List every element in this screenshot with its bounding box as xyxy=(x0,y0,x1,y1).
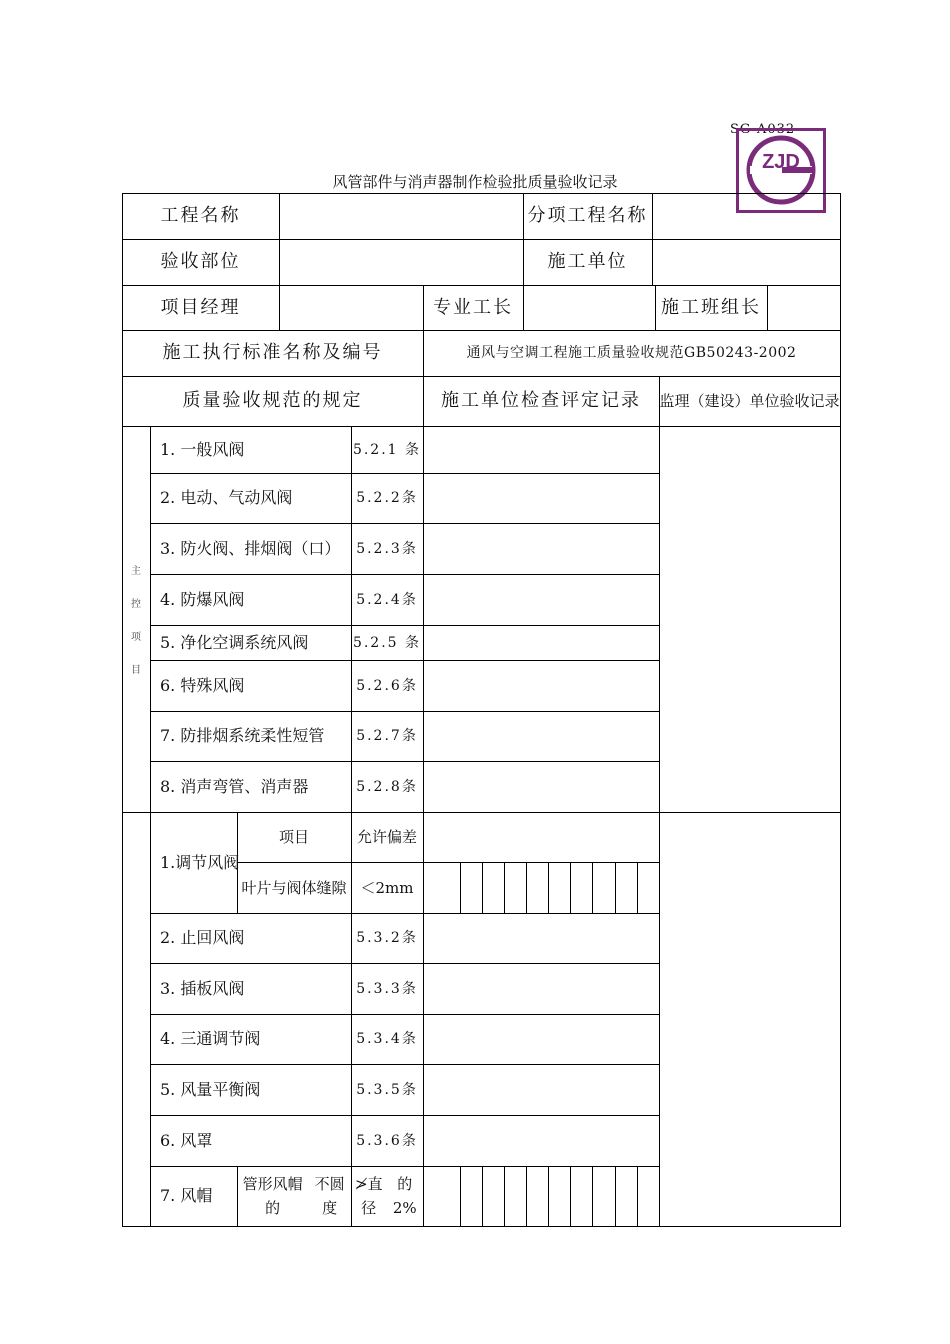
table-rule xyxy=(840,193,841,1227)
main-control-item: 7. 防排烟系统柔性短管 xyxy=(160,726,325,745)
general-item-7-sub: 管形风帽的 不圆度 xyxy=(242,1175,345,1217)
table-rule xyxy=(615,862,616,914)
general-item: 4. 三通调节阀 xyxy=(160,1029,261,1048)
main-control-clause: 5.2.4 条 xyxy=(356,591,418,608)
table-rule xyxy=(523,285,524,331)
general-item-clause: 5.3.5 条 xyxy=(356,1081,418,1098)
inspection-part-label: 验收部位 xyxy=(160,251,241,272)
spec-label: 质量验收规范的规定 xyxy=(182,390,363,411)
general-item-clause: 5.3.3 条 xyxy=(356,980,418,997)
general-item-clause: 5.3.2 条 xyxy=(356,930,418,946)
general-item-col-label: 项目 xyxy=(278,828,309,846)
table-rule xyxy=(592,862,593,914)
unit-check-label: 施工单位检查评定记录 xyxy=(441,390,641,411)
main-control-item: 5. 净化空调系统风阀 xyxy=(160,632,309,652)
table-rule xyxy=(460,1166,461,1227)
table-rule xyxy=(592,1166,593,1227)
table-rule xyxy=(460,862,461,914)
general-item-clause: 5.3.6 条 xyxy=(356,1132,418,1149)
table-rule xyxy=(526,862,527,914)
page-title: 风管部件与消声器制作检验批质量验收记录 xyxy=(332,173,618,191)
general-item-7-tolerance: ≯直径 的 2% xyxy=(355,1175,417,1217)
table-rule xyxy=(482,1166,483,1227)
table-rule xyxy=(482,862,483,914)
main-control-clause: 5.2.3 条 xyxy=(356,540,418,557)
general-item-1-tolerance: ＜2mm xyxy=(360,878,414,897)
main-control-item: 3. 防火阀、排烟阀（口） xyxy=(160,538,341,558)
general-item: 6. 风罩 xyxy=(160,1130,213,1150)
table-rule xyxy=(526,1166,527,1227)
general-item-1-name: 1.调节风 阀 xyxy=(160,852,240,872)
table-rule xyxy=(615,1166,616,1227)
table-rule xyxy=(504,1166,505,1227)
main-control-clause: 5.2.5 条 xyxy=(352,634,422,651)
main-control-clause: 5.2.1 条 xyxy=(352,441,422,458)
table-rule xyxy=(652,193,653,286)
table-rule xyxy=(637,1166,638,1227)
main-control-side-label: 主 xyxy=(131,566,141,577)
general-item: 2. 止回风阀 xyxy=(160,928,245,947)
general-tolerance-label: 允许 偏差 xyxy=(356,828,418,846)
team-leader-label: 施工班组长 xyxy=(661,296,761,318)
table-rule xyxy=(767,285,768,331)
document-code: SG-A032 xyxy=(730,122,796,137)
table-rule xyxy=(659,426,660,1227)
general-item: 3. 插板风阀 xyxy=(160,978,245,998)
project-name-label: 工程名称 xyxy=(160,205,241,226)
table-rule xyxy=(548,862,549,914)
construction-unit-label: 施工单位 xyxy=(547,251,628,272)
main-control-item: 8. 消声弯管、消声器 xyxy=(160,776,309,796)
supervisor-label: 监理（建设）单位验收记 录 xyxy=(659,392,840,410)
table-rule xyxy=(423,812,424,1227)
general-item-1-sub: 叶片与阀体 缝隙 xyxy=(241,878,347,897)
main-control-clause: 5.2.6 条 xyxy=(356,677,418,694)
main-control-item: 2. 电动、气动风阀 xyxy=(160,488,293,507)
general-item-7-name: 7. 风帽 xyxy=(160,1186,213,1205)
main-control-side-label: 控 xyxy=(131,599,141,610)
table-rule xyxy=(570,862,571,914)
table-rule xyxy=(570,1166,571,1227)
main-control-clause: 5.2.8 条 xyxy=(356,778,418,795)
table-rule xyxy=(637,862,638,914)
general-item: 5. 风量平衡阀 xyxy=(160,1079,261,1099)
sub-project-label: 分项工程名称 xyxy=(527,205,648,226)
main-control-clause: 5.2.2 条 xyxy=(356,490,418,506)
foreman-label: 专业工长 xyxy=(433,296,513,318)
table-rule xyxy=(423,426,424,813)
general-item-clause: 5.3.4 条 xyxy=(356,1031,418,1047)
standard-value: 通风与空调工程施工质量验收规范GB50243-2002 xyxy=(466,345,797,361)
table-rule xyxy=(279,193,280,331)
main-control-item: 6. 特殊风阀 xyxy=(160,675,245,695)
main-control-side-label: 项 xyxy=(131,632,141,643)
main-control-item: 1. 一般风阀 xyxy=(160,439,245,459)
project-manager-label: 项目经理 xyxy=(160,296,241,318)
logo-text: ZJD xyxy=(762,151,800,173)
table-rule xyxy=(504,862,505,914)
main-control-item: 4. 防爆风阀 xyxy=(160,589,245,609)
standard-label: 施工执行标准名称及编号 xyxy=(162,342,383,363)
main-control-side-label: 目 xyxy=(131,665,141,676)
main-control-clause: 5.2.7 条 xyxy=(356,728,418,744)
table-rule xyxy=(548,1166,549,1227)
